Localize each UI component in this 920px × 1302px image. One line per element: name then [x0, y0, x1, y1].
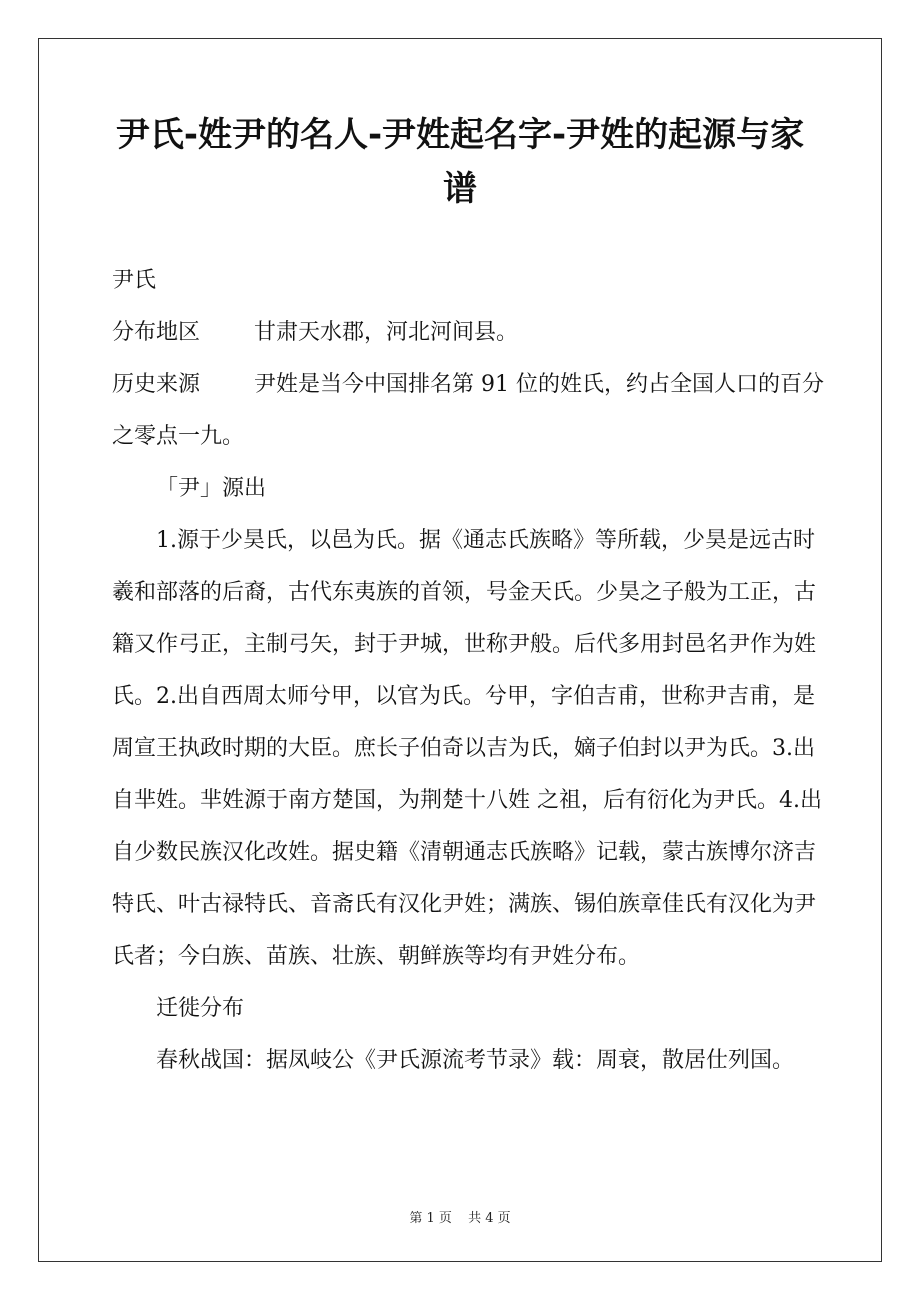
distribution-line [112, 307, 824, 359]
page-footer [0, 1207, 920, 1226]
migration-paragraph: 春秋战国：据凤岐公《尹氏源流考节录》载：周衰，散居仕列国。 [156, 1048, 795, 1073]
page-number: 第 1 页 [409, 1211, 452, 1226]
distribution-label: 分布地区 [112, 320, 201, 345]
document-title: 尹氏-姓尹的名人-尹姓起名字-尹姓的起源与家谱 [115, 115, 805, 209]
surname-heading: 尹氏 [112, 268, 157, 293]
history-label: 历史来源 [112, 372, 201, 397]
migration-heading: 迁徙分布 [156, 996, 245, 1021]
origin-paragraph: 1.源于少昊氏，以邑为氏。据《通志氏族略》等所载，少昊是远古时羲和部落的后裔，古代东夷族的首领，号金天氏。少昊之子般为工正，古籍又作弓正，主制弓矢，封于尹城，世称尹般。后代多用封邑名尹作为姓氏。2.出自西周太师兮甲，以官为氏。兮甲，字伯吉甫，世称尹吉甫，是周宣王执政时期的大臣。庶长子伯奇以吉为氏，嫡子伯封以尹为氏。3.出自芈姓。芈姓源于南方楚国，为荆楚十八姓 之祖，后有衍化为尹氏。4.出自少数民族汉化改姓。据史籍《清朝通志氏族略》记载，蒙古族博尔济吉特氏、叶古禄特氏、音斋氏有汉化尹姓；满族、锡伯族章佳氏有汉化为尹氏者；今白族、苗族、壮族、朝鲜族等均有尹姓分布。 [112, 528, 822, 969]
distribution-value: 甘肃天水郡，河北河间县。 [254, 320, 519, 345]
document-body [112, 255, 824, 1087]
origin-heading: 「尹」源出 [156, 476, 267, 501]
history-value: 尹姓是当今中国排名第 91 位的姓氏，约占全国人口的百分之零点一九。 [112, 372, 824, 449]
page-total: 共 4 页 [468, 1211, 511, 1226]
history-line [112, 359, 824, 463]
